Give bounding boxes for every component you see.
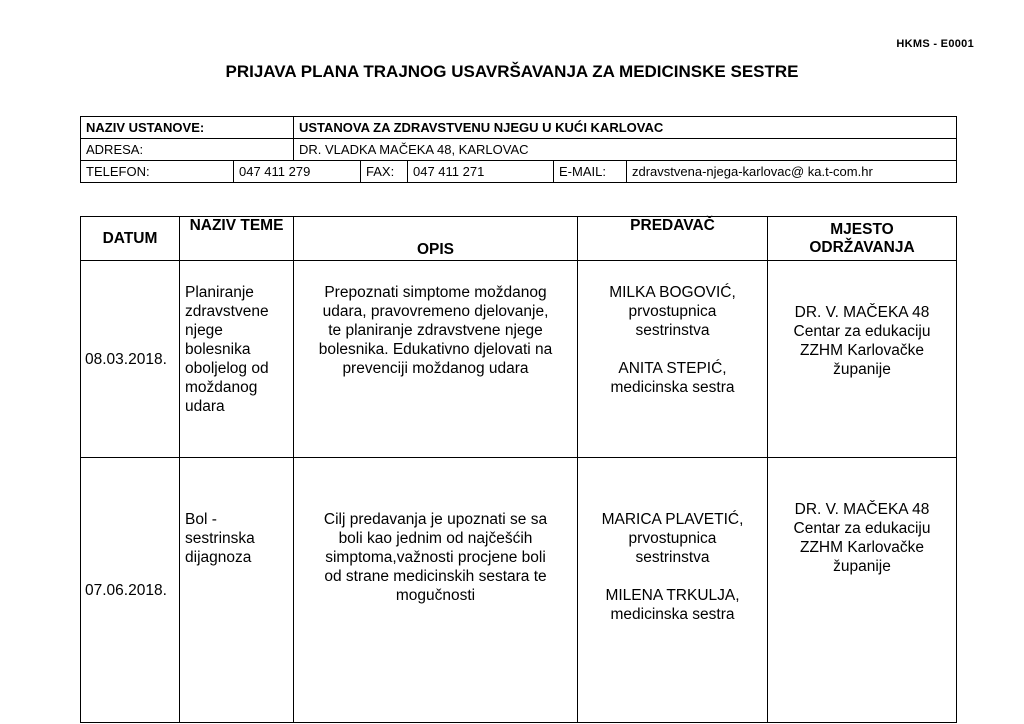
header-location bbox=[768, 217, 957, 261]
institution-name-label: NAZIV USTANOVE: bbox=[81, 117, 294, 139]
table-row bbox=[81, 458, 957, 723]
email-value: zdravstvena-njega-karlovac@ ka.t-com.hr bbox=[627, 161, 957, 183]
row-topic: Bol - sestrinska dijagnoza bbox=[180, 458, 294, 723]
schedule-table bbox=[80, 216, 957, 723]
header-location-line1: MJESTO bbox=[830, 220, 894, 238]
table-row bbox=[81, 261, 957, 458]
row-description: Prepoznati simptome moždanog udara, pravovremeno djelovanje, te planiranje zdravstvene njege bolesnika. Edukativno djelovati na prevenciji moždanog udara bbox=[294, 261, 578, 458]
page-title: PRIJAVA PLANA TRAJNOG USAVRŠAVANJA ZA MEDICINSKE SESTRE bbox=[225, 62, 799, 81]
form-code: HKMS - E0001 bbox=[896, 38, 974, 50]
row-lecturer: MARICA PLAVETIĆ, prvostupnica sestrinstva MILENA TRKULJA, medicinska sestra bbox=[578, 458, 768, 723]
institution-name-value: USTANOVA ZA ZDRAVSTVENU NJEGU U KUĆI KARLOVAC bbox=[294, 117, 957, 139]
row-lecturer: MILKA BOGOVIĆ, prvostupnica sestrinstva ANITA STEPIĆ, medicinska sestra bbox=[578, 261, 768, 458]
row-date: 07.06.2018. bbox=[81, 458, 180, 723]
header-date: DATUM bbox=[81, 217, 180, 261]
row-location: DR. V. MAČEKA 48 Centar za edukaciju ZZHM Karlovačke županije bbox=[768, 458, 957, 723]
address-label: ADRESA: bbox=[81, 139, 294, 161]
fax-value: 047 411 271 bbox=[408, 161, 554, 183]
header-topic: NAZIV TEME bbox=[180, 217, 294, 261]
phone-label: TELEFON: bbox=[81, 161, 234, 183]
header-lecturer: PREDAVAČ bbox=[578, 217, 768, 261]
row-location: DR. V. MAČEKA 48 Centar za edukaciju ZZHM Karlovačke županije bbox=[768, 261, 957, 458]
fax-label: FAX: bbox=[361, 161, 408, 183]
row-topic: Planiranje zdravstvene njege bolesnika oboljelog od moždanog udara bbox=[180, 261, 294, 458]
institution-table bbox=[80, 116, 957, 183]
header-location-line2: ODRŽAVANJA bbox=[809, 238, 915, 256]
phone-value: 047 411 279 bbox=[234, 161, 361, 183]
email-label: E-MAIL: bbox=[554, 161, 627, 183]
row-description: Cilj predavanja je upoznati se sa boli kao jednim od najčešćih simptoma,važnosti procjene boli od strane medicinskih sestara te mogučnosti bbox=[294, 458, 578, 723]
address-value: DR. VLADKA MAČEKA 48, KARLOVAC bbox=[294, 139, 957, 161]
row-date: 08.03.2018. bbox=[81, 261, 180, 458]
header-description: OPIS bbox=[294, 217, 578, 261]
